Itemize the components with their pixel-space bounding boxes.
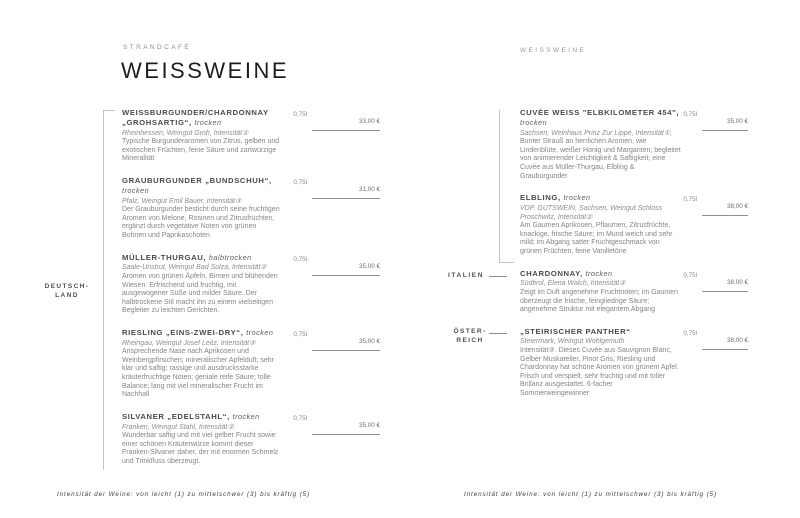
bottle-size-label: 0,75l xyxy=(293,111,307,118)
wine-entry xyxy=(520,269,748,315)
wine-price xyxy=(293,253,380,276)
page-title: WEISSWEINE xyxy=(121,58,290,83)
wine-column-germany xyxy=(122,108,380,479)
bottle-size-label: 0,75l xyxy=(683,271,697,279)
wine-name-text: WEISSBURGUNDER/CHARDONNAY „GROHSARTIG“, xyxy=(122,108,269,127)
wine-price xyxy=(293,108,380,131)
wine-description: Ansprechende Nase nach Aprikosen und Weinbergpfirsichen; mineralischer Apfelduft; sehr klar und saftig; rassige und ausdrucksstarke kräuterfruchtige Noten; geniale reife Säure; tolle Balance; lang mit viel mineralischer Frucht im Nachhall xyxy=(122,348,275,399)
wine-entry xyxy=(122,176,380,241)
wine-style: trocken xyxy=(585,268,613,278)
wine-style: trocken xyxy=(232,411,260,421)
wine-entry xyxy=(122,328,380,400)
bottle-size-label: 0,75l xyxy=(683,196,697,204)
bottle-size-label: 0,75l xyxy=(293,330,307,338)
wine-description: Zeigt im Duft angenehme Fruchtnoten; im Gaumen überzeugt die frische, feingliedrige Säure; angenehme Struktur mit elegantem Abgang xyxy=(520,288,678,314)
wine-description: Am Gaumen Aprikosen, Pflaumen, Zitrusfrüchte, knackige, frische Säure; im Mund weich und sehr mild; im Abgang satter Fruchtgeschmack von grünen Früchten, feine Vanilletöne xyxy=(520,222,673,255)
price-underline xyxy=(312,110,380,131)
wine-price xyxy=(683,269,748,292)
price-underline xyxy=(312,178,380,199)
wine-description: Bunter Strauß an herrlichen Aromen, wie Lindenblüte, weißer Honig und Margariten; begleitet von animierender Leichtigkeit & Saftigkeit; eine Cuvée aus Müller-Thurgau, Elbling & Grauburgunder xyxy=(520,138,681,180)
wine-description: Intensität③. Dieses Cuvée aus Sauvignon Blanc, Gelber Muskateller, Pinot Gris, Riesling und Chardonnay hat schöne Aromen von grünem Apfel. Frisch und verspielt, sehr fruchtig und mit toller Brillanz ausgestattet. 6-facher Sommerweingewinner xyxy=(520,347,679,398)
italy-connector-line xyxy=(489,276,507,277)
wine-origin: Sachsen, Weinhaus Prinz Zur Lippe, Intensität①, xyxy=(520,129,673,137)
price-underline xyxy=(702,195,748,216)
germany-region-label xyxy=(40,282,94,300)
wine-name-text: ELBLING, xyxy=(520,193,561,203)
germany-label-line2: LAND xyxy=(55,292,79,299)
austria-label-line1: ÖSTER- xyxy=(453,328,487,335)
austria-region-label xyxy=(450,327,490,345)
wine-price xyxy=(293,328,380,351)
wine-name-text: CUVÉE WEISS "ELBKILOMETER 454", xyxy=(520,108,680,117)
wine-style: trocken xyxy=(563,193,591,203)
wine-name-text: SILVANER „EDELSTAHL“, xyxy=(122,411,230,421)
wine-name xyxy=(122,412,280,422)
wine-name-text: MÜLLER-THURGAU, xyxy=(122,252,207,262)
wine-name xyxy=(122,176,280,196)
wine-description: Aromen von grünen Äpfeln, Birnen und blühenden Wiesen. Erfrischend und fruchtig, mit ausgewogener Süße und milder Säure. Der halbtrockene Stil macht ihn zu einem vielseitigen Begleiter zu leichten Gerichten. xyxy=(122,272,278,315)
wine-entry xyxy=(122,253,380,316)
price-underline xyxy=(702,271,748,292)
wine-style: trocken xyxy=(520,117,548,127)
wine-name-text: „STEIRISCHER PANTHER“ xyxy=(520,326,631,336)
italy-region-label: ITALIEN xyxy=(448,272,484,279)
wine-origin: VDP. GUTSWEIN, Sachsen, Weingut Schloss Proschwitz, Intensität② xyxy=(520,204,663,221)
wine-description: Der Grauburgunder besticht durch seine fruchtigen Aromen von Melone, Rosinen und Zitrusfrüchten, ergänzt durch vegetative Noten von grünen Bohnen und Paprikaschoten xyxy=(122,206,280,239)
price-value: 31,00 € xyxy=(358,185,380,193)
bottle-size-label: 0,75l xyxy=(683,329,697,337)
germany-bracket-line xyxy=(103,110,104,470)
wine-entry xyxy=(520,193,748,256)
wine-price xyxy=(683,193,748,216)
wine-name xyxy=(122,328,280,338)
price-value: 33,00 € xyxy=(358,118,380,125)
wine-price xyxy=(683,108,748,131)
wine-column-right xyxy=(520,108,748,411)
wine-name-text: CHARDONNAY, xyxy=(520,268,583,278)
wine-name-text: GRAUBURGUNDER „BUNDSCHUH“, xyxy=(122,175,272,185)
price-value: 35,00 € xyxy=(358,262,380,270)
price-underline xyxy=(702,110,748,131)
intensity-note: Intensität der Weine: von leicht (1) zu mittelschwer (3) bis kräftig (5) xyxy=(464,491,717,498)
wine-name xyxy=(520,108,682,128)
wine-style: trocken xyxy=(246,327,274,337)
germany-bracket-line-right xyxy=(499,110,500,262)
brand-text: STRANDCAFÉ xyxy=(123,44,192,51)
bottle-size-label: 0,75l xyxy=(293,414,307,422)
wine-name xyxy=(520,269,682,279)
bottle-size-label: 0,75l xyxy=(683,111,697,118)
wine-origin: Saale-Unstrut, Weingut Bad Sulza, Intensität② xyxy=(122,264,267,272)
wine-entry xyxy=(122,108,380,164)
wine-origin: Steiermark, Weingut Wohlgemuth xyxy=(520,338,625,346)
price-underline xyxy=(312,255,380,276)
wine-description: Typische Burgunderaromen von Zitrus, gelben und exotischen Früchten, feine Säure und zartwürzige Mineralität xyxy=(122,138,280,163)
wine-name xyxy=(122,108,280,128)
wine-name-text: RIESLING „EINS-ZWEI-DRY“, xyxy=(122,327,244,337)
wine-entry xyxy=(520,108,748,181)
germany-label-line1: DEUTSCH- xyxy=(44,283,90,290)
wine-price xyxy=(293,176,380,199)
bottle-size-label: 0,75l xyxy=(293,178,307,186)
price-value: 35,00 € xyxy=(358,421,380,429)
wine-name xyxy=(520,327,682,337)
wine-origin: Franken, Weingut Stahl, Intensität③. xyxy=(122,423,236,431)
wine-style: halbtrocken xyxy=(208,252,252,262)
price-value: 38,00 € xyxy=(726,203,748,211)
price-underline xyxy=(312,330,380,351)
bottle-size-label: 0,75l xyxy=(293,255,307,263)
germany-bracket-tick xyxy=(103,110,115,111)
wine-price xyxy=(683,327,748,350)
wine-name xyxy=(520,193,682,203)
price-value: 35,00 € xyxy=(358,337,380,345)
wine-entry xyxy=(122,412,380,467)
wine-origin: Pfalz, Weingut Emil Bauer, Intensität③ xyxy=(122,197,242,205)
wine-entry xyxy=(520,327,748,399)
wine-description: Wunderbar saftig und mit viel gelber Frucht sowie einer schönen Kräuterwürze kommt dieser Franken-Silvaner daher, der mit enormen Schmelz und Trinkfluss überzeugt. xyxy=(122,432,279,466)
germany-bracket-tick-right xyxy=(499,262,514,263)
intensity-note: Intensität der Weine: von leicht (1) zu mittelschwer (3) bis kräftig (5) xyxy=(57,491,310,498)
austria-label-line2: REICH xyxy=(456,337,484,344)
price-underline xyxy=(702,329,748,350)
price-value: 38,00 € xyxy=(726,336,748,344)
price-value: 35,00 € xyxy=(726,118,748,125)
price-underline xyxy=(312,414,380,435)
wine-name xyxy=(122,253,280,263)
wine-origin: Rheinhessen, Weingut Groh, Intensität② xyxy=(122,129,249,137)
wine-style: trocken xyxy=(122,185,150,195)
price-value: 38,00 € xyxy=(726,278,748,286)
austria-connector-line xyxy=(489,333,507,334)
wine-style: trocken xyxy=(194,117,222,127)
wine-origin: Rheingau, Weingut Josef Leitz, Intensität③ xyxy=(122,339,256,347)
corner-label: WEISSWEINE xyxy=(520,47,587,54)
wine-price xyxy=(293,412,380,435)
wine-origin: Südtirol, Elena Walch, Intensität③ xyxy=(520,280,626,288)
